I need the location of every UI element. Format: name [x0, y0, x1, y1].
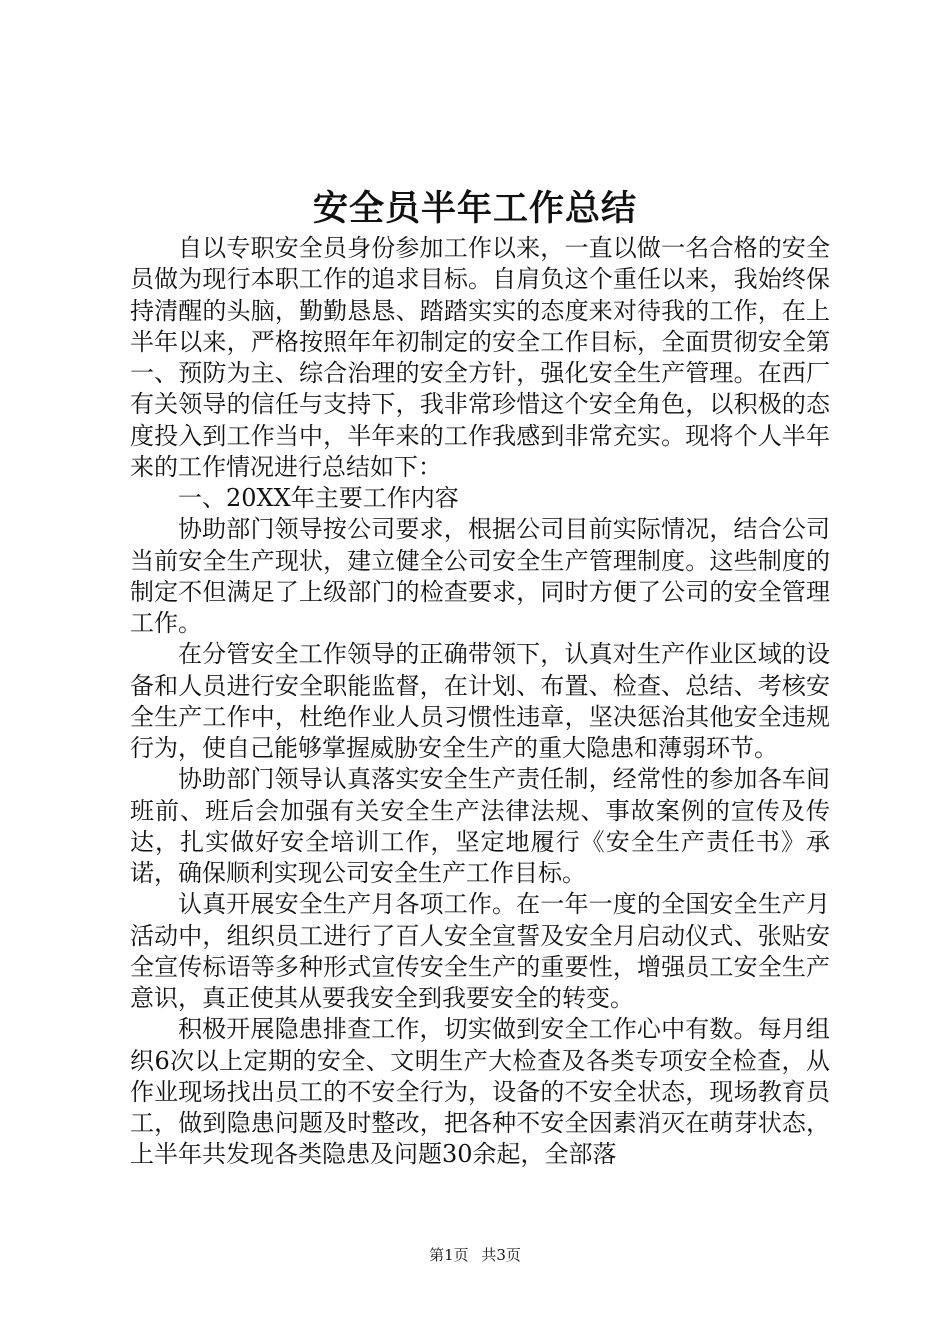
document-body	[130, 233, 830, 1171]
page-number: 第1页	[429, 1246, 469, 1264]
paragraph-responsibility: 协助部门领导认真落实安全生产责任制，经常性的参加各车间班前、班后会加强有关安全生产法律法规、事故案例的宣传及传达，扎实做好安全培训工作，坚定地履行《安全生产责任书》承诺，确保顺利实现公司安全生产工作目标。	[130, 765, 830, 887]
paragraph-supervision: 在分管安全工作领导的正确带领下，认真对生产作业区域的设备和人员进行安全职能监督，在计划、布置、检查、总结、考核安全生产工作中，杜绝作业人员习惯性违章，坚决惩治其他安全违规行为，使自己能够掌握威胁安全生产的重大隐患和薄弱环节。	[130, 640, 830, 762]
paragraph-management-system: 协助部门领导按公司要求，根据公司目前实际情况，结合公司当前安全生产现状，建立健全公司安全生产管理制度。这些制度的制定不但满足了上级部门的检查要求，同时方便了公司的安全管理工作。	[130, 515, 830, 637]
page-footer	[0, 1245, 950, 1265]
paragraph-hazard-inspection: 积极开展隐患排查工作，切实做到安全工作心中有数。每月组织6次以上定期的安全、文明生产大检查及各类专项安全检查，从作业现场找出员工的不安全行为，设备的不安全状态，现场教育员工，做到隐患问题及时整改，把各种不安全因素消灭在萌芽状态，上半年共发现各类隐患及问题30余起，全部落	[130, 1015, 830, 1169]
document-title: 安全员半年工作总结	[312, 188, 637, 229]
page-total: 共3页	[481, 1246, 521, 1264]
paragraph-intro: 自以专职安全员身份参加工作以来，一直以做一名合格的安全员做为现行本职工作的追求目标。自肩负这个重任以来，我始终保持清醒的头脑，勤勤恳恳、踏踏实实的态度来对待我的工作，在上半年以来，严格按照年年初制定的安全工作目标，全面贯彻安全第一、预防为主、综合治理的安全方针，强化安全生产管理。在西厂有关领导的信任与支持下，我非常珍惜这个安全角色，以积极的态度投入到工作当中，半年来的工作我感到非常充实。现将个人半年来的工作情况进行总结如下：	[130, 234, 830, 481]
paragraph-safety-month: 认真开展安全生产月各项工作。在一年一度的全国安全生产月活动中，组织员工进行了百人安全宣誓及安全月启动仪式、张贴安全宣传标语等多种形式宣传安全生产的重要性，增强员工安全生产意识，真正使其从要我安全到我要安全的转变。	[130, 890, 830, 1012]
section-heading: 一、20XX年主要工作内容	[178, 484, 459, 512]
